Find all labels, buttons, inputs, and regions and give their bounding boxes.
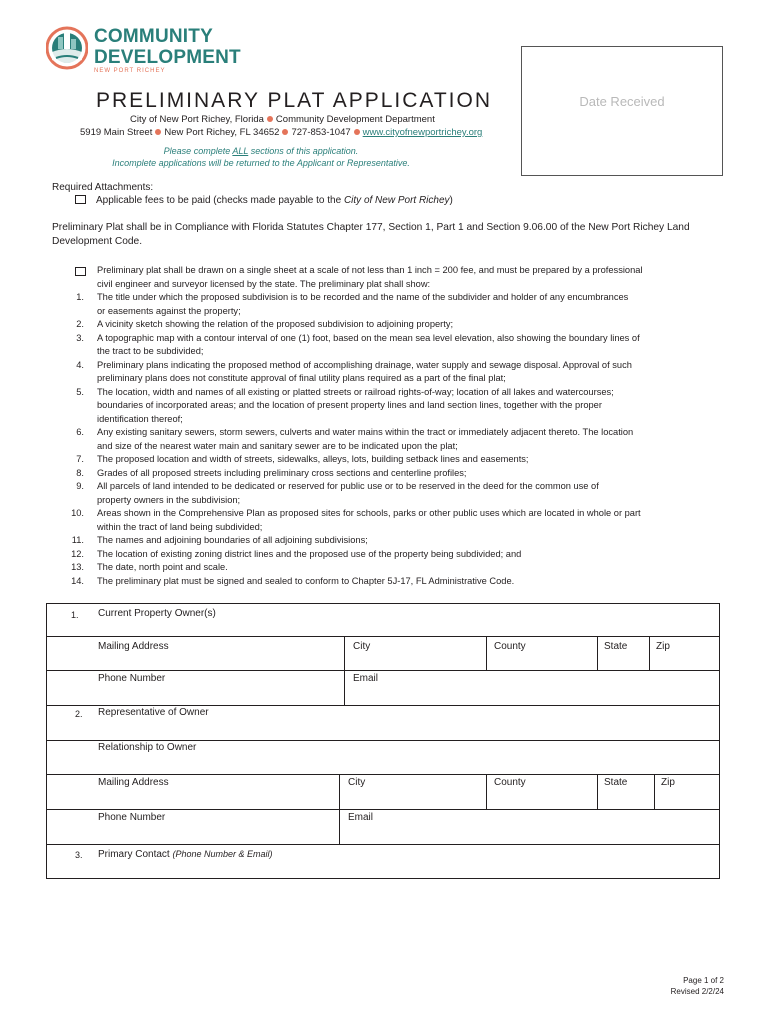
fees-payee: City of New Port Richey — [343, 195, 450, 206]
requirement-text: property owners in the subdivision; — [97, 494, 241, 505]
department-name: Community Development Department — [275, 114, 435, 125]
intro-line: civil engineer and surveyor licensed by the state. The preliminary plat shall show: — [97, 278, 431, 289]
bullet-dot-icon — [267, 116, 273, 122]
representative-field[interactable]: Representative of Owner — [98, 707, 209, 718]
section-1-number: 1. — [71, 610, 79, 620]
requirement-text: Preliminary plans indicating the proposed method of accomplishing drainage, water supply and sewage disposal. Approval of such — [97, 359, 632, 370]
requirement-items — [52, 291, 722, 588]
requirement-item — [52, 332, 722, 359]
logo-text-development: DEVELOPMENT — [94, 47, 241, 68]
requirement-number: 12. — [71, 548, 84, 559]
rep-zip-field[interactable]: Zip — [661, 777, 675, 788]
rep-county-field[interactable]: County — [494, 777, 526, 788]
contact-form — [46, 603, 720, 879]
divider — [597, 774, 598, 809]
divider — [47, 844, 719, 845]
requirement-item — [52, 561, 722, 575]
requirement-item — [52, 318, 722, 332]
date-received-box — [521, 46, 723, 176]
requirement-number: 1. — [76, 292, 84, 302]
requirement-item — [52, 426, 722, 453]
revision-date: Revised 2/2/24 — [670, 987, 724, 996]
requirement-text: preliminary plans does not constitute approval of final utility plans required as a part of the final plat; — [97, 373, 506, 383]
fees-checkbox[interactable] — [75, 195, 86, 204]
requirement-item — [52, 359, 722, 386]
requirement-item — [52, 453, 722, 467]
address-line-1 — [130, 114, 435, 126]
primary-contact-field[interactable] — [98, 848, 273, 861]
divider — [47, 636, 719, 637]
note-emphasis: ALL — [232, 146, 249, 156]
requirement-item — [52, 575, 722, 589]
street-address: 5919 Main Street — [80, 127, 153, 138]
divider — [47, 774, 719, 775]
section-3-number: 3. — [75, 850, 83, 860]
requirement-text: The proposed location and width of streets, sidewalks, alleys, lots, building setback lines and easements; — [97, 454, 529, 464]
required-attachments-label: Required Attachments: — [52, 182, 154, 193]
requirement-item — [52, 467, 722, 481]
logo-subtitle: NEW PORT RICHEY — [94, 68, 166, 74]
requirement-text: Areas shown in the Comprehensive Plan as proposed sites for schools, parks or other public uses which are located in whole or part — [97, 508, 641, 518]
divider — [47, 670, 719, 671]
requirement-number: 4. — [76, 359, 84, 370]
requirement-text: the tract to be subdivided; — [97, 346, 204, 356]
requirement-item — [52, 548, 722, 562]
intro-line: Preliminary plat shall be drawn on a single sheet at a scale of not less than 1 inch = 200 fee, and must be prepared by a professional — [97, 265, 643, 275]
requirement-number: 2. — [76, 319, 84, 329]
divider — [486, 636, 487, 670]
requirement-number: 8. — [76, 467, 84, 478]
city-name: City of New Port Richey, Florida — [130, 114, 264, 125]
requirement-text: The names and adjoining boundaries of all adjoining subdivisions; — [97, 535, 368, 545]
requirement-text: The date, north point and scale. — [97, 562, 228, 572]
requirements-list — [52, 264, 722, 588]
requirement-number: 7. — [76, 454, 84, 464]
note-text: Please complete — [163, 146, 233, 156]
divider — [47, 705, 719, 706]
divider — [47, 740, 719, 741]
requirement-text: A topographic map with a contour interval of one (1) foot, based on the mean sea level elevation, also showing the boundary lines of — [97, 332, 640, 343]
owner-city-field[interactable]: City — [353, 641, 371, 652]
note-text: sections of this application. — [248, 146, 359, 156]
requirements-intro — [52, 264, 722, 291]
rep-email-field[interactable]: Email — [348, 812, 374, 823]
divider — [47, 809, 719, 810]
owner-mailing-address-field[interactable]: Mailing Address — [98, 641, 169, 652]
owner-county-field[interactable]: County — [494, 641, 526, 652]
requirement-item — [52, 291, 722, 318]
community-development-logo-icon — [46, 20, 88, 78]
requirement-number: 3. — [76, 332, 84, 343]
requirement-number: 14. — [71, 575, 84, 586]
requirement-text: A vicinity sketch showing the relation of the proposed subdivision to adjoining property; — [97, 319, 454, 329]
bullet-dot-icon — [354, 129, 360, 135]
requirement-number: 13. — [71, 562, 84, 572]
requirement-text: The location of existing zoning district lines and the proposed use of the property being subdivided; and — [97, 548, 522, 559]
requirement-number: 6. — [76, 427, 84, 437]
requirement-text: The preliminary plat must be signed and sealed to conform to Chapter 5J-17, FL Administrative Code. — [97, 575, 515, 586]
requirement-number: 5. — [76, 386, 84, 397]
requirement-text: Any existing sanitary sewers, storm sewers, culverts and water mains within the tract or immediately adjacent thereto. The location — [97, 427, 634, 437]
page-number: Page 1 of 2 — [683, 976, 724, 985]
requirement-text: The location, width and names of all existing or platted streets or railroad rights-of-way; location of all lakes and watercourses; — [97, 386, 614, 397]
requirement-item — [52, 534, 722, 548]
primary-contact-label: Primary Contact — [98, 849, 173, 860]
divider — [339, 774, 340, 844]
requirement-text: within the tract of land being subdivided; — [97, 521, 263, 532]
requirement-item — [52, 480, 722, 507]
logo-text-community: COMMUNITY — [94, 26, 213, 47]
website-link[interactable]: www.cityofnewportrichey.org — [362, 127, 483, 138]
requirement-item — [52, 386, 722, 427]
primary-contact-hint: (Phone Number & Email) — [172, 849, 273, 859]
requirement-number: 10. — [71, 508, 84, 518]
owner-field[interactable]: Current Property Owner(s) — [98, 608, 216, 619]
requirement-text: boundaries of incorporated areas; and the location of present property lines and land section lines, together with the proper — [97, 400, 602, 410]
address-line-2 — [80, 127, 482, 139]
requirement-text: All parcels of land intended to be dedicated or reserved for public use or to be reserved in the deed for the common use of — [97, 481, 599, 491]
owner-zip-field[interactable]: Zip — [656, 641, 670, 652]
instruction-note-1 — [80, 145, 442, 157]
owner-email-field[interactable]: Email — [353, 673, 379, 684]
rep-state-field[interactable]: State — [604, 777, 628, 788]
compliance-statement: Preliminary Plat shall be in Compliance with Florida Statutes Chapter 177, Section 1, Part 1 and Section 9.06.00 of the New Port Richey Land Development Code. — [52, 222, 690, 247]
requirement-item — [52, 507, 722, 534]
requirement-text: identification thereof; — [97, 413, 183, 424]
divider — [597, 636, 598, 670]
rep-city-field[interactable]: City — [348, 777, 366, 788]
divider — [486, 774, 487, 809]
requirement-text: The title under which the proposed subdivision is to be recorded and the name of the subdivider and holder of any encumbrances — [97, 292, 629, 302]
fees-text: Applicable fees to be paid (checks made payable to the — [96, 195, 344, 206]
owner-state-field[interactable]: State — [604, 641, 628, 652]
owner-phone-field[interactable]: Phone Number — [98, 673, 166, 684]
requirement-text: Grades of all proposed streets including preliminary cross sections and centerline profiles; — [97, 467, 467, 478]
date-received-label: Date Received — [579, 94, 665, 109]
phone-number: 727-853-1047 — [291, 127, 351, 138]
fees-text-end: ) — [449, 195, 453, 206]
bullet-dot-icon — [282, 129, 288, 135]
instruction-note-2: Incomplete applications will be returned to the Applicant or Representative. — [112, 158, 410, 168]
section-2-number: 2. — [75, 709, 83, 719]
city-state-zip: New Port Richey, FL 34652 — [164, 127, 280, 138]
requirement-text: or easements against the property; — [97, 305, 241, 316]
divider — [649, 636, 650, 670]
bullet-dot-icon — [155, 129, 161, 135]
page-title: PRELIMINARY PLAT APPLICATION — [96, 89, 493, 112]
rep-mailing-address-field[interactable]: Mailing Address — [98, 777, 169, 788]
requirement-number: 9. — [76, 481, 84, 491]
divider — [344, 636, 345, 705]
fees-row — [75, 194, 453, 207]
preliminary-plat-checkbox[interactable] — [75, 267, 86, 276]
relationship-field[interactable]: Relationship to Owner — [98, 742, 197, 753]
divider — [654, 774, 655, 809]
requirement-text: and size of the nearest water main and sanitary sewer are to be indicated upon the plat; — [97, 440, 458, 451]
rep-phone-field[interactable]: Phone Number — [98, 812, 166, 823]
requirement-number: 11. — [71, 535, 84, 545]
